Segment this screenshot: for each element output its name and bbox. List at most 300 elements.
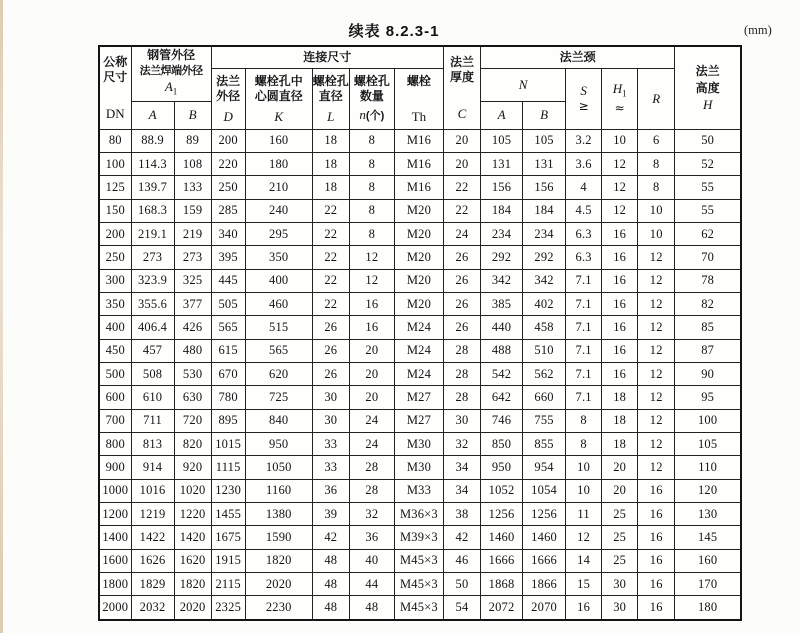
table-cell: 22 <box>312 292 349 315</box>
table-cell: 46 <box>443 549 480 572</box>
table-row <box>99 152 741 175</box>
header-cell-bolt-circle <box>245 68 312 129</box>
table-cell: 24 <box>443 222 480 245</box>
table-cell: 12 <box>638 456 675 479</box>
table-cell: M20 <box>394 246 443 269</box>
table-cell: 445 <box>211 269 245 292</box>
table-cell: M24 <box>394 316 443 339</box>
header-label: 法兰 <box>216 73 241 88</box>
greater-equal-sign: ≥ <box>578 99 589 113</box>
table-cell: 642 <box>481 386 523 409</box>
table-cell: 7.1 <box>566 362 602 385</box>
table-cell: 219 <box>174 222 211 245</box>
table-cell: 1820 <box>245 549 312 572</box>
table-cell: 1420 <box>174 526 211 549</box>
table-cell: 20 <box>602 479 638 502</box>
table-cell: 12 <box>602 152 638 175</box>
table-cell: M16 <box>394 129 443 152</box>
table-cell: 100 <box>99 152 131 175</box>
table-cell: 114.3 <box>131 152 174 175</box>
table-cell: 1460 <box>481 526 523 549</box>
table-cell: 33 <box>312 456 349 479</box>
table-cell: 78 <box>675 269 741 292</box>
table-cell: 170 <box>675 573 741 596</box>
header-label: 螺栓孔 <box>353 73 390 88</box>
table-cell: M20 <box>394 292 443 315</box>
table-cell: 480 <box>174 339 211 362</box>
table-cell: 18 <box>602 432 638 455</box>
table-cell: 20 <box>443 152 480 175</box>
table-cell: 18 <box>312 176 349 199</box>
table-cell: 530 <box>174 362 211 385</box>
header-symbol: A <box>497 107 506 122</box>
table-cell: 720 <box>174 409 211 432</box>
table-cell: 2230 <box>245 596 312 620</box>
table-cell: 508 <box>131 362 174 385</box>
table-cell: 8 <box>638 176 675 199</box>
table-row <box>99 456 741 479</box>
header-label: 心圆直径 <box>254 88 303 103</box>
table-cell: 7.1 <box>566 339 602 362</box>
table-cell: M30 <box>394 432 443 455</box>
table-cell: 184 <box>523 199 566 222</box>
table-cell: 12 <box>638 269 675 292</box>
header-label: 外径 <box>216 88 241 103</box>
table-cell: 125 <box>99 176 131 199</box>
table-cell: 16 <box>566 596 602 620</box>
table-cell: 285 <box>211 199 245 222</box>
table-cell: 85 <box>675 316 741 339</box>
header-symbol: A <box>148 107 157 122</box>
header-cell-n-a <box>481 101 523 129</box>
header-label: 法兰颈 <box>559 50 596 65</box>
table-cell: 1866 <box>523 573 566 596</box>
table-cell: 1868 <box>481 573 523 596</box>
header-cell-n-group <box>481 68 566 101</box>
table-cell: 131 <box>481 152 523 175</box>
table-cell: 460 <box>245 292 312 315</box>
table-cell: 1675 <box>211 526 245 549</box>
table-cell: 139.7 <box>131 176 174 199</box>
table-cell: M45×3 <box>394 549 443 572</box>
table-row <box>99 199 741 222</box>
table-cell: 10 <box>602 129 638 152</box>
table-cell: 156 <box>523 176 566 199</box>
table-cell: 400 <box>245 269 312 292</box>
table-cell: 500 <box>99 362 131 385</box>
table-cell: 28 <box>443 339 480 362</box>
table-cell: 8 <box>566 409 602 432</box>
table-cell: 1015 <box>211 432 245 455</box>
table-cell: 855 <box>523 432 566 455</box>
table-cell: 159 <box>174 199 211 222</box>
table-cell: 510 <box>523 339 566 362</box>
header-cell-bolt-hole-dia <box>312 68 349 129</box>
table-cell: 1220 <box>174 503 211 526</box>
table-cell: 180 <box>675 596 741 620</box>
table-cell: 184 <box>481 199 523 222</box>
table-cell: 8 <box>349 222 394 245</box>
table-cell: 954 <box>523 456 566 479</box>
table-cell: 1800 <box>99 573 131 596</box>
table-row <box>99 549 741 572</box>
table-cell: 1160 <box>245 479 312 502</box>
table-cell: 1016 <box>131 479 174 502</box>
table-cell: 2072 <box>481 596 523 620</box>
table-cell: 30 <box>443 409 480 432</box>
table-cell: 30 <box>602 573 638 596</box>
table-cell: 25 <box>602 503 638 526</box>
table-cell: 180 <box>245 152 312 175</box>
header-cell-flange-height <box>675 46 741 129</box>
table-cell: 120 <box>675 479 741 502</box>
table-cell: 95 <box>675 386 741 409</box>
table-cell: 16 <box>638 479 675 502</box>
table-cell: 426 <box>174 316 211 339</box>
table-cell: 16 <box>349 316 394 339</box>
table-cell: 42 <box>312 526 349 549</box>
header-row-1 <box>99 46 741 68</box>
table-cell: 160 <box>675 549 741 572</box>
table-cell: 950 <box>481 456 523 479</box>
table-cell: 1054 <box>523 479 566 502</box>
table-cell: 16 <box>638 596 675 620</box>
table-cell: 300 <box>99 269 131 292</box>
table-cell: 342 <box>523 269 566 292</box>
table-cell: 457 <box>131 339 174 362</box>
table-cell: 610 <box>131 386 174 409</box>
table-cell: 26 <box>443 316 480 339</box>
table-cell: M20 <box>394 222 443 245</box>
table-cell: 630 <box>174 386 211 409</box>
header-cell-connection-dims <box>211 46 443 68</box>
table-cell: 1200 <box>99 503 131 526</box>
header-cell-bolt-count <box>349 68 394 129</box>
table-cell: 850 <box>481 432 523 455</box>
table-cell: 16 <box>602 339 638 362</box>
header-symbol: K <box>274 108 284 124</box>
table-cell: 8 <box>349 199 394 222</box>
table-cell: 80 <box>99 129 131 152</box>
table-cell: 16 <box>602 292 638 315</box>
table-cell: 48 <box>312 549 349 572</box>
table-cell: 400 <box>99 316 131 339</box>
table-cell: 32 <box>443 432 480 455</box>
table-cell: 12 <box>638 386 675 409</box>
table-row <box>99 362 741 385</box>
table-cell: 20 <box>443 129 480 152</box>
table-cell: 36 <box>312 479 349 502</box>
table-cell: 54 <box>443 596 480 620</box>
table-cell: 50 <box>443 573 480 596</box>
table-cell: M33 <box>394 479 443 502</box>
table-cell: 10 <box>566 479 602 502</box>
table-cell: 87 <box>675 339 741 362</box>
table-cell: 385 <box>481 292 523 315</box>
table-cell: 1050 <box>245 456 312 479</box>
table-cell: 18 <box>312 152 349 175</box>
table-cell: 620 <box>245 362 312 385</box>
table-row <box>99 339 741 362</box>
header-cell-s <box>566 68 602 129</box>
table-cell: 565 <box>211 316 245 339</box>
table-cell: 20 <box>602 456 638 479</box>
table-cell: 670 <box>211 362 245 385</box>
table-cell: 2020 <box>174 596 211 620</box>
table-cell: 26 <box>443 292 480 315</box>
table-cell: 914 <box>131 456 174 479</box>
header-symbol: $A_1$ <box>164 79 178 98</box>
table-cell: 292 <box>523 246 566 269</box>
table-cell: 1626 <box>131 549 174 572</box>
header-symbol: S <box>580 83 587 98</box>
table-cell: 30 <box>312 409 349 432</box>
header-symbol: n(个) <box>359 106 385 122</box>
table-cell: 458 <box>523 316 566 339</box>
table-cell: 1256 <box>481 503 523 526</box>
table-cell: 562 <box>523 362 566 385</box>
table-cell: 16 <box>602 222 638 245</box>
header-cell-nominal-size <box>99 46 131 129</box>
header-cell-flange-od <box>211 68 245 129</box>
table-cell: 1256 <box>523 503 566 526</box>
table-cell: 20 <box>349 362 394 385</box>
table-cell: 39 <box>312 503 349 526</box>
table-cell: M45×3 <box>394 596 443 620</box>
table-cell: 292 <box>481 246 523 269</box>
header-symbol: $H_1$ <box>612 80 627 99</box>
table-body <box>99 129 741 620</box>
table-row <box>99 246 741 269</box>
table-cell: 2032 <box>131 596 174 620</box>
table-cell: M20 <box>394 269 443 292</box>
table-cell: 295 <box>245 222 312 245</box>
table-cell: 12 <box>638 409 675 432</box>
table-cell: 450 <box>99 339 131 362</box>
table-cell: 813 <box>131 432 174 455</box>
table-cell: 15 <box>566 573 602 596</box>
table-cell: 12 <box>602 199 638 222</box>
table-cell: 1820 <box>174 573 211 596</box>
table-row <box>99 269 741 292</box>
header-cell-bolt <box>394 68 443 129</box>
header-label: 数量 <box>359 88 384 103</box>
table-cell: M36×3 <box>394 503 443 526</box>
table-cell: 22 <box>443 199 480 222</box>
table-cell: 1620 <box>174 549 211 572</box>
header-label: 法兰 <box>695 63 720 78</box>
table-cell: 48 <box>349 596 394 620</box>
table-cell: 33 <box>312 432 349 455</box>
table-row <box>99 596 741 620</box>
table-row <box>99 386 741 409</box>
table-cell: 4.5 <box>566 199 602 222</box>
table-cell: 18 <box>602 409 638 432</box>
table-cell: 62 <box>675 222 741 245</box>
header-label: 钢管外径 <box>147 48 196 63</box>
table-row <box>99 573 741 596</box>
table-cell: 18 <box>312 129 349 152</box>
header-symbol: D <box>223 108 233 124</box>
table-cell: 48 <box>312 573 349 596</box>
table-cell: 700 <box>99 409 131 432</box>
table-cell: 52 <box>675 152 741 175</box>
header-cell-r <box>638 68 675 129</box>
table-cell: 25 <box>602 549 638 572</box>
table-cell: M16 <box>394 152 443 175</box>
table-cell: 746 <box>481 409 523 432</box>
header-label: 尺寸 <box>103 69 128 84</box>
table-cell: 1052 <box>481 479 523 502</box>
header-symbol: B <box>188 107 197 122</box>
approx-sign: ≈ <box>614 101 625 116</box>
table-cell: 28 <box>443 362 480 385</box>
table-cell: 34 <box>443 456 480 479</box>
header-label: 螺栓孔 <box>312 73 349 88</box>
table-cell: 219.1 <box>131 222 174 245</box>
table-cell: 8 <box>349 129 394 152</box>
table-cell: 1422 <box>131 526 174 549</box>
table-cell: 234 <box>481 222 523 245</box>
table-cell: 12 <box>638 246 675 269</box>
table-cell: 110 <box>675 456 741 479</box>
table-cell: 1230 <box>211 479 245 502</box>
table-cell: 24 <box>349 409 394 432</box>
table-cell: 145 <box>675 526 741 549</box>
table-cell: 89 <box>174 129 211 152</box>
table-cell: 16 <box>602 246 638 269</box>
header-label: 法兰 <box>449 54 474 69</box>
table-row <box>99 176 741 199</box>
table-cell: 38 <box>443 503 480 526</box>
table-cell: 88.9 <box>131 129 174 152</box>
table-header <box>99 46 741 129</box>
table-cell: 70 <box>675 246 741 269</box>
table-cell: 440 <box>481 316 523 339</box>
table-cell: 2115 <box>211 573 245 596</box>
table-cell: 24 <box>349 432 394 455</box>
table-cell: 1829 <box>131 573 174 596</box>
table-row <box>99 222 741 245</box>
table-cell: 82 <box>675 292 741 315</box>
table-cell: 22 <box>312 199 349 222</box>
header-label: 高度 <box>695 80 720 95</box>
table-cell: 168.3 <box>131 199 174 222</box>
table-cell: 2325 <box>211 596 245 620</box>
table-cell: 900 <box>99 456 131 479</box>
table-cell: 156 <box>481 176 523 199</box>
table-cell: 340 <box>211 222 245 245</box>
header-label: 直径 <box>318 88 343 103</box>
table-cell: 2020 <box>245 573 312 596</box>
table-row <box>99 409 741 432</box>
table-cell: 515 <box>245 316 312 339</box>
table-cell: 12 <box>638 292 675 315</box>
table-cell: 7.1 <box>566 269 602 292</box>
table-cell: 325 <box>174 269 211 292</box>
table-cell: 780 <box>211 386 245 409</box>
table-cell: 220 <box>211 152 245 175</box>
table-cell: 20 <box>349 386 394 409</box>
table-cell: M24 <box>394 362 443 385</box>
table-cell: 28 <box>349 479 394 502</box>
table-cell: 55 <box>675 199 741 222</box>
table-cell: M30 <box>394 456 443 479</box>
table-cell: 920 <box>174 456 211 479</box>
table-cell: 1000 <box>99 479 131 502</box>
table-cell: 16 <box>349 292 394 315</box>
table-cell: 1666 <box>481 549 523 572</box>
table-cell: 660 <box>523 386 566 409</box>
table-cell: 2070 <box>523 596 566 620</box>
table-cell: 200 <box>211 129 245 152</box>
table-cell: 55 <box>675 176 741 199</box>
table-cell: 1666 <box>523 549 566 572</box>
table-cell: 25 <box>602 526 638 549</box>
table-cell: 26 <box>312 362 349 385</box>
header-label: 连接尺寸 <box>303 50 352 65</box>
header-label: 螺栓 <box>406 73 431 88</box>
header-symbol: H <box>702 96 713 112</box>
table-cell: 12 <box>349 246 394 269</box>
header-cell-weld-od <box>131 46 211 101</box>
table-cell: 323.9 <box>131 269 174 292</box>
header-cell-weld-b <box>174 101 211 129</box>
table-cell: 240 <box>245 199 312 222</box>
table-cell: 16 <box>638 549 675 572</box>
header-symbol: C <box>457 105 467 121</box>
table-cell: 8 <box>566 432 602 455</box>
table-cell: M27 <box>394 386 443 409</box>
scan-edge-artifact <box>0 0 3 633</box>
table-cell: M27 <box>394 409 443 432</box>
table-cell: 3.2 <box>566 129 602 152</box>
table-cell: 7.1 <box>566 292 602 315</box>
table-cell: 18 <box>602 386 638 409</box>
page-title: 续表 8.2.3-1 <box>348 23 440 40</box>
table-cell: 10 <box>638 222 675 245</box>
table-cell: 42 <box>443 526 480 549</box>
table-cell: 28 <box>443 386 480 409</box>
table-cell: 1020 <box>174 479 211 502</box>
table-cell: 12 <box>638 339 675 362</box>
table-cell: 130 <box>675 503 741 526</box>
table-cell: 6.3 <box>566 246 602 269</box>
table-cell: 8 <box>349 176 394 199</box>
table-cell: 131 <box>523 152 566 175</box>
table-cell: 8 <box>638 152 675 175</box>
table-cell: 1460 <box>523 526 566 549</box>
table-cell: 10 <box>638 199 675 222</box>
table-cell: 273 <box>131 246 174 269</box>
header-symbol: R <box>652 90 661 106</box>
table-cell: 395 <box>211 246 245 269</box>
table-cell: 30 <box>312 386 349 409</box>
table-cell: 406.4 <box>131 316 174 339</box>
table-cell: 895 <box>211 409 245 432</box>
table-cell: 26 <box>312 316 349 339</box>
table-cell: 10 <box>566 456 602 479</box>
table-cell: 26 <box>443 246 480 269</box>
table-cell: 12 <box>602 176 638 199</box>
table-row <box>99 432 741 455</box>
table-cell: 1590 <box>245 526 312 549</box>
table-cell: 820 <box>174 432 211 455</box>
header-cell-weld-a <box>131 101 174 129</box>
table-cell: M39×3 <box>394 526 443 549</box>
table-cell: 100 <box>675 409 741 432</box>
table-cell: 34 <box>443 479 480 502</box>
